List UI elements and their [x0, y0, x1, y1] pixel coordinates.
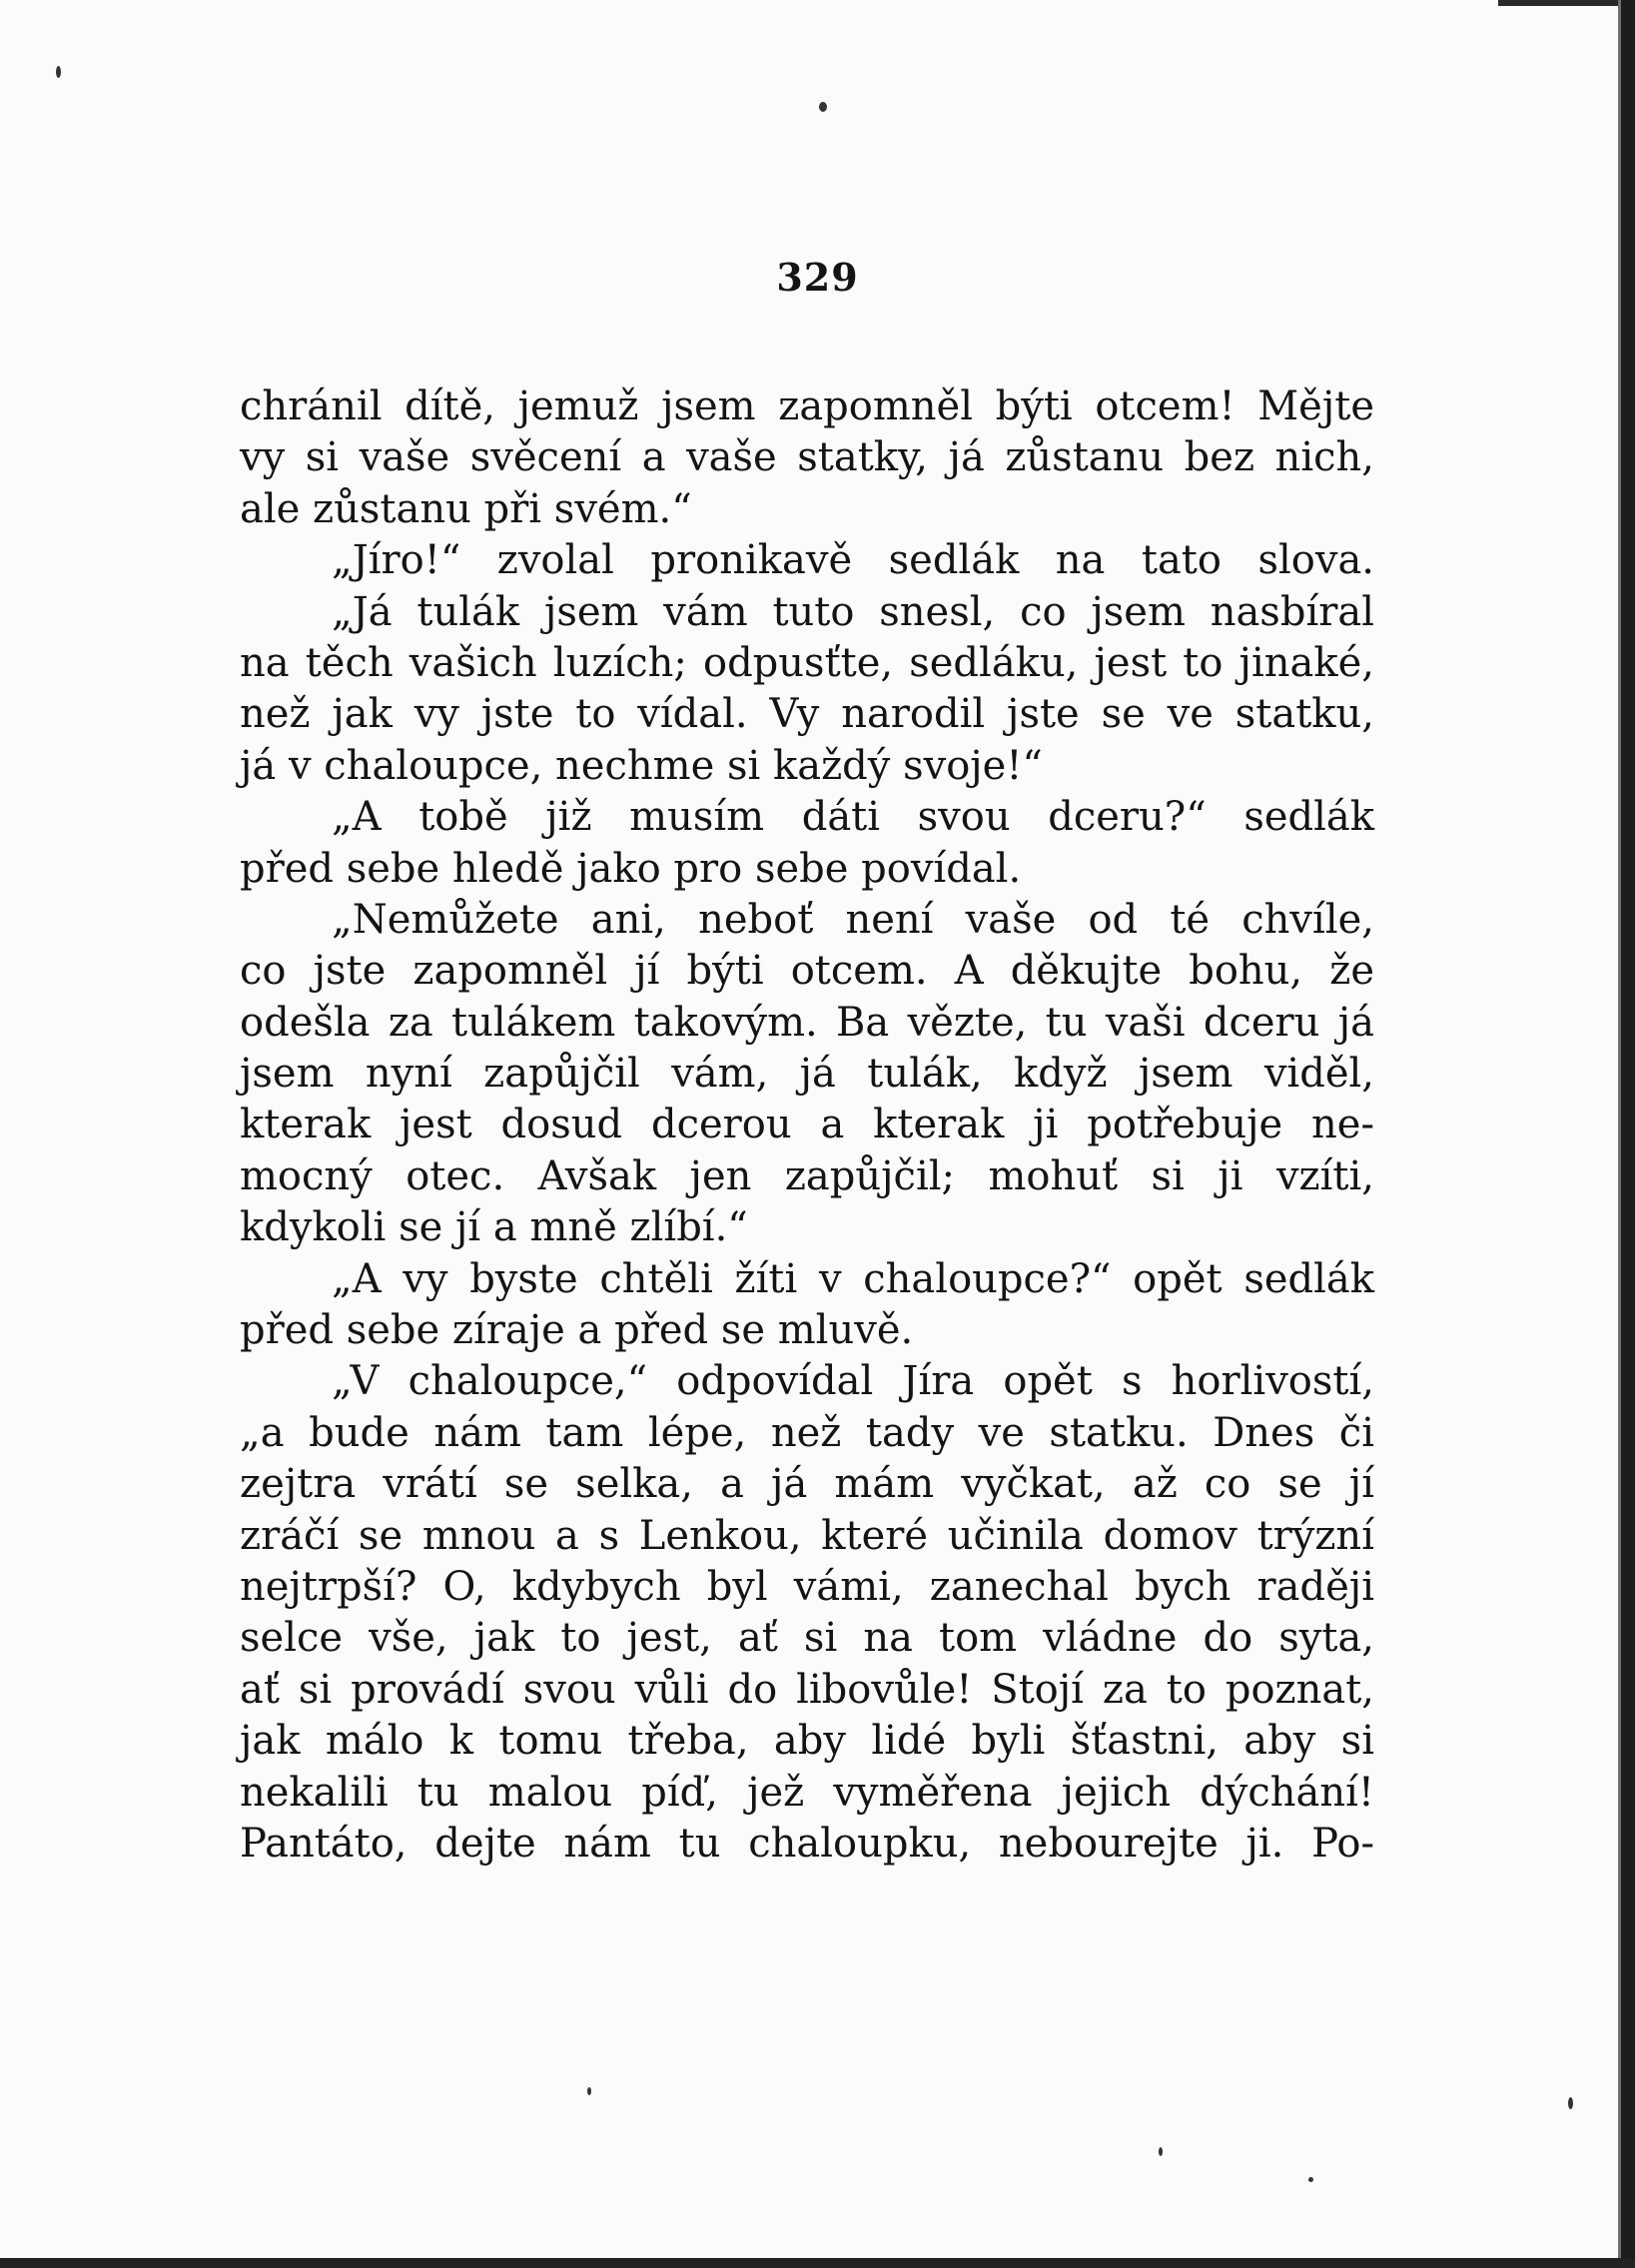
scan-speck [1568, 2097, 1573, 2109]
text-line: zráčí se mnou a s Lenkou, které učinila domov trýzní [240, 1512, 1374, 1559]
body-text [240, 381, 1374, 1870]
text-line: zejtra vrátí se selka, a já mám vyčkat, až co se jí [240, 1461, 1374, 1508]
scan-speck [587, 2087, 591, 2095]
text-line: na těch vašich luzích; odpusťte, sedláku, jest to jinaké, [240, 639, 1374, 686]
text-line: já v chaloupce, nechme si každý svoje!“ [240, 742, 1043, 789]
scan-speck [56, 66, 61, 78]
text-line: nejtrpší? O, kdybych byl vámi, zanechal bych raději [240, 1563, 1374, 1610]
text-line: „Nemůžete ani, neboť není vaše od té chvíle, [332, 896, 1374, 943]
text-line: ať si provádí svou vůli do libovůle! Stojí za to poznat, [240, 1666, 1374, 1713]
scan-speck [1159, 2147, 1163, 2156]
text-line: chránil dítě, jemuž jsem zapomněl býti otcem! Mějte [240, 383, 1374, 429]
text-line: ale zůstanu při svém.“ [240, 485, 692, 532]
text-line: kdykoli se jí a mně zlíbí.“ [240, 1204, 748, 1251]
text-line: před sebe hledě jako pro sebe povídal. [240, 845, 1022, 892]
text-line: „A tobě již musím dáti svou dceru?“ sedlák [332, 794, 1374, 841]
text-line: „Jíro!“ zvolal pronikavě sedlák na tato slova. [332, 537, 1374, 584]
text-line: Pantáto, dejte nám tu chaloupku, nebourejte ji. Po- [240, 1820, 1374, 1867]
text-line: vy si vaše svěcení a vaše statky, já zůstanu bez nich, [240, 434, 1374, 481]
scan-speck [819, 102, 827, 112]
text-line: jsem nyní zapůjčil vám, já tulák, když jsem viděl, [240, 1051, 1374, 1098]
scan-edge-right [1621, 0, 1635, 2268]
text-line: nekalili tu malou píď, jež vyměřena jejich dýchání! [240, 1769, 1374, 1816]
text-line: kterak jest dosud dcerou a kterak ji potřebuje ne- [240, 1102, 1374, 1148]
text-line: co jste zapomněl jí býti otcem. A děkujte bohu, že [240, 948, 1374, 995]
scan-edge-top [1498, 0, 1635, 6]
scan-edge-bottom [0, 2258, 1635, 2268]
text-line: před sebe zíraje a před se mluvě. [240, 1307, 914, 1354]
text-line: než jak vy jste to vídal. Vy narodil jste se ve statku, [240, 691, 1374, 738]
text-line: jak málo k tomu třeba, aby lidé byli šťastni, aby si [240, 1718, 1374, 1765]
text-line: „A vy byste chtěli žíti v chaloupce?“ opět sedlák [332, 1255, 1374, 1302]
text-line: mocný otec. Avšak jen zapůjčil; mohuť si ji vzíti, [240, 1152, 1374, 1199]
text-line: „Já tulák jsem vám tuto snesl, co jsem nasbíral [332, 588, 1374, 635]
text-line: „a bude nám tam lépe, než tady ve statku. Dnes či [240, 1409, 1374, 1456]
text-line: „V chaloupce,“ odpovídal Jíra opět s horlivostí, [332, 1358, 1374, 1405]
text-line: selce vše, jak to jest, ať si na tom vládne do syta, [240, 1615, 1374, 1662]
scan-speck [1308, 2177, 1313, 2182]
text-line: odešla za tulákem takovým. Ba vězte, tu vaši dceru já [240, 999, 1374, 1046]
page-number: 329 [776, 255, 859, 300]
